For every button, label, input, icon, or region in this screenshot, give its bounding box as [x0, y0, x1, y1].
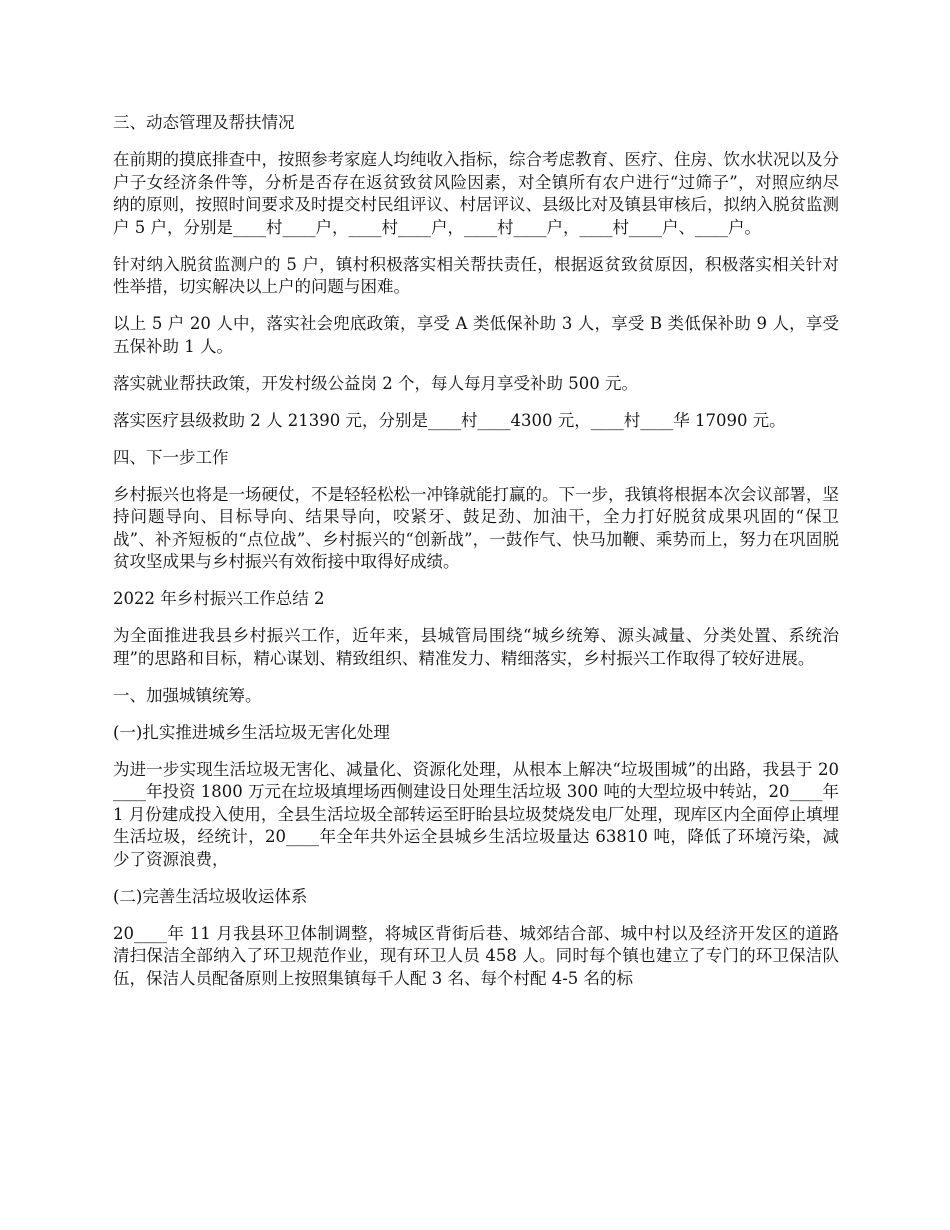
subheading-garbage-treatment: (一)扎实推进城乡生活垃圾无害化处理 [113, 722, 390, 742]
paragraph-rural-revitalization-plan: 乡村振兴也将是一场硬仗，不是轻轻松松一冲锋就能打赢的。下一步，我镇将根据本次会议部署，坚持问题导向、目标导向、结果导向，咬紧牙、鼓足劲、加油干，全力打好脱贫成果巩固的“保卫战”、补齐短板的“点位战”、乡村振兴的“创新战”，一鼓作气、快马加鞭、乘势而上，努力在巩固脱贫攻坚成果与乡村振兴有效衔接中取得好成绩。 [113, 484, 839, 571]
paragraph-assistance-responsibility: 针对纳入脱贫监测户的 5 户，镇村积极落实相关帮扶责任，根据返贫致贫原因，积极落实相关针对性举措，切实解决以上户的问题与困难。 [113, 254, 839, 296]
section-heading-urban-coordination: 一、加强城镇统筹。 [113, 685, 262, 705]
paragraph-screening: 在前期的摸底排查中，按照参考家庭人均纯收入指标，综合考虑教育、医疗、住房、饮水状况以及分户子女经济条件等，分析是否存在返贫致贫风险因素，对全镇所有农户进行“过筛子”，对照应纳尽纳的原则，按照时间要求及时提交村民组评议、村居评议、县级比对及镇县审核后，拟纳入脱贫监测户 5 户，分别是____村____户，____村____户，____村____户，____村____户、____户。 [113, 150, 839, 237]
paragraph-introduction: 为全面推进我县乡村振兴工作，近年来，县城管局围绕“城乡统筹、源头减量、分类处置、系统治理”的思路和目标，精心谋划、精致组织、精准发力、精细落实，乡村振兴工作取得了较好进展。 [113, 626, 839, 668]
paragraph-social-security: 以上 5 户 20 人中，落实社会兜底政策，享受 A 类低保补助 3 人，享受 B 类低保补助 9 人，享受五保补助 1 人。 [113, 314, 839, 356]
paragraph-garbage-treatment: 为进一步实现生活垃圾无害化、减量化、资源化处理，从根本上解决“垃圾围城”的出路，我县于 20____年投资 1800 万元在垃圾填埋场西侧建设日处理生活垃圾 300 吨的大型垃圾中转站，20____年 1 月份建成投入使用，全县生活垃圾全部转运至盱眙县垃圾焚烧发电厂处理，现库区内全面停止填埋生活垃圾，经统计，20____年全年共外运全县城乡生活垃圾量达 63810 吨，降低了环境污染，减少了资源浪费， [113, 759, 839, 869]
document-title-summary-2: 2022 年乡村振兴工作总结 2 [113, 589, 325, 608]
paragraph-employment-support: 落实就业帮扶政策，开发村级公益岗 2 个，每人每月享受补助 500 元。 [113, 373, 638, 393]
document-body [113, 112, 839, 1005]
paragraph-garbage-collection: 20____年 11 月我县环卫体制调整，将城区背街后巷、城郊结合部、城中村以及经济开发区的道路清扫保洁全部纳入了环卫规范作业，现有环卫人员 458 人。同时每个镇也建立了专门的环卫保洁队伍，保洁人员配备原则上按照集镇每千人配 3 名、每个村配 4-5 名的标 [113, 923, 839, 988]
paragraph-medical-aid: 落实医疗县级救助 2 人 21390 元，分别是____村____4300 元，____村____华 17090 元。 [113, 410, 786, 430]
section-heading-next-steps: 四、下一步工作 [113, 447, 229, 467]
section-heading-dynamic-management: 三、动态管理及帮扶情况 [113, 113, 295, 132]
subheading-garbage-collection: (二)完善生活垃圾收运体系 [113, 886, 308, 906]
